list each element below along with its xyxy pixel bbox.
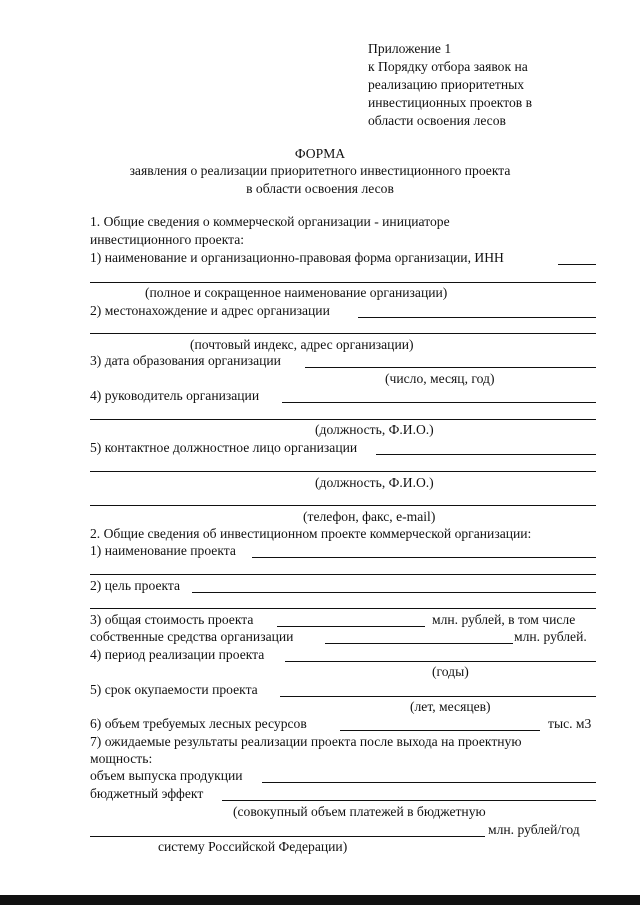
- contact-phone-field[interactable]: [90, 505, 596, 506]
- budget-effect-field-2[interactable]: [90, 836, 485, 837]
- appendix-line: инвестиционных проектов в: [368, 95, 533, 110]
- appendix-line: области освоения лесов: [368, 113, 506, 128]
- project-cost-label: 3) общая стоимость проекта: [90, 612, 254, 627]
- section1-heading: инвестиционного проекта:: [90, 232, 245, 247]
- payback-caption: (лет, месяцев): [410, 699, 491, 714]
- scan-edge: [0, 895, 640, 905]
- expected-results-label: мощность:: [90, 751, 153, 766]
- payback-label: 5) срок окупаемости проекта: [90, 682, 258, 697]
- output-volume-field[interactable]: [262, 782, 596, 783]
- org-address-caption: (почтовый индекс, адрес организации): [190, 337, 414, 352]
- budget-effect-caption: (совокупный объем платежей в бюджетную: [233, 804, 486, 819]
- project-period-caption: (годы): [432, 664, 469, 679]
- org-address-field-2[interactable]: [90, 333, 596, 334]
- org-name-field[interactable]: [90, 282, 596, 283]
- own-funds-unit: млн. рублей.: [514, 629, 587, 644]
- expected-results-label: 7) ожидаемые результаты реализации проекта после выхода на проектную: [90, 734, 522, 749]
- forest-resources-unit: тыс. м3: [548, 716, 592, 731]
- forest-resources-label: 6) объем требуемых лесных ресурсов: [90, 716, 307, 731]
- project-name-label: 1) наименование проекта: [90, 543, 236, 558]
- budget-effect-caption: систему Российской Федерации): [158, 839, 348, 854]
- project-name-field-2[interactable]: [90, 574, 596, 575]
- project-period-label: 4) период реализации проекта: [90, 647, 265, 662]
- org-date-field[interactable]: [305, 367, 596, 368]
- appendix-line: реализацию приоритетных: [368, 77, 525, 92]
- org-date-caption: (число, месяц, год): [385, 371, 495, 386]
- project-name-field[interactable]: [252, 557, 596, 558]
- contact-field[interactable]: [376, 454, 596, 455]
- project-goal-label: 2) цель проекта: [90, 578, 181, 593]
- form-title: ФОРМА: [294, 146, 346, 161]
- appendix-block: [368, 40, 608, 130]
- output-volume-label: объем выпуска продукции: [90, 768, 243, 783]
- appendix-line: к Порядку отбора заявок на: [368, 59, 528, 74]
- director-field[interactable]: [282, 402, 596, 403]
- org-name-caption: (полное и сокращенное наименование организации): [145, 285, 448, 300]
- contact-phone-caption: (телефон, факс, e-mail): [303, 509, 436, 524]
- payback-field[interactable]: [280, 696, 596, 697]
- project-cost-field[interactable]: [277, 626, 425, 627]
- own-funds-field[interactable]: [325, 643, 513, 644]
- org-address-label: 2) местонахождение и адрес организации: [90, 303, 330, 318]
- form-subtitle: заявления о реализации приоритетного инвестиционного проекта: [129, 163, 511, 178]
- director-caption: (должность, Ф.И.О.): [315, 422, 434, 437]
- budget-effect-field[interactable]: [222, 800, 596, 801]
- org-date-label: 3) дата образования организации: [90, 353, 281, 368]
- section1-heading: 1. Общие сведения о коммерческой организации - инициаторе: [90, 214, 450, 229]
- project-cost-unit: млн. рублей, в том числе: [432, 612, 576, 627]
- contact-caption: (должность, Ф.И.О.): [315, 475, 434, 490]
- org-address-field[interactable]: [358, 317, 596, 318]
- appendix-line: Приложение 1: [368, 41, 452, 56]
- contact-field-2[interactable]: [90, 471, 596, 472]
- own-funds-label: собственные средства организации: [90, 629, 294, 644]
- project-period-field[interactable]: [285, 661, 596, 662]
- budget-effect-label: бюджетный эффект: [90, 786, 204, 801]
- contact-label: 5) контактное должностное лицо организации: [90, 440, 358, 455]
- project-goal-field-2[interactable]: [90, 608, 596, 609]
- director-field-2[interactable]: [90, 419, 596, 420]
- budget-effect-unit: млн. рублей/год: [488, 822, 580, 837]
- inn-field[interactable]: [558, 264, 596, 265]
- section2-heading: 2. Общие сведения об инвестиционном проекте коммерческой организации:: [90, 526, 532, 541]
- project-goal-field[interactable]: [192, 592, 596, 593]
- forest-resources-field[interactable]: [340, 730, 540, 731]
- director-label: 4) руководитель организации: [90, 388, 260, 403]
- org-name-label: 1) наименование и организационно-правовая форма организации, ИНН: [90, 250, 504, 265]
- form-subtitle: в области освоения лесов: [246, 181, 394, 196]
